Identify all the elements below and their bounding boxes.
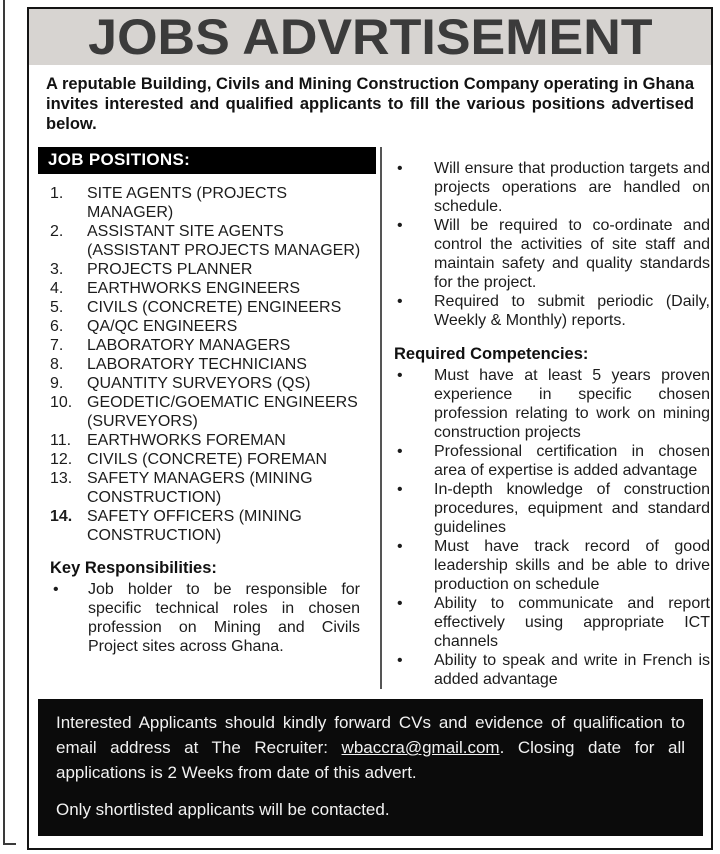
left-column [38,147,376,689]
shortlist-notice: Only shortlisted applicants will be contacted. [56,800,390,820]
position-number: 2. [50,223,64,241]
position-title: SAFETY MANAGERS (MINING CONSTRUCTION) [87,470,313,507]
position-item [38,222,376,260]
bullet-text: Must have at least 5 years proven experience in specific chosen profession relating to work on mining construction projects [434,367,710,442]
bullet-text: Required to submit periodic (Daily, Weekly & Monthly) reports. [434,293,710,330]
position-item [38,355,376,374]
bullet-text: Ability to speak and write in French is added advantage [434,652,710,689]
position-item [38,279,376,298]
position-number: 5. [50,299,64,317]
bullet-marker: • [397,217,403,235]
position-title: EARTHWORKS FOREMAN [87,432,286,450]
position-number: 11. [50,432,72,450]
newspaper-column-rule-foot [3,843,16,845]
instructions-after-email: . Closing date for all applications is 2 Weeks from date of this advert. [56,738,685,782]
position-title: QA/QC ENGINEERS [87,318,238,336]
key-responsibilities-section [50,559,376,656]
intro-paragraph: A reputable Building, Civils and Mining Construction Company operating in Ghana invites interested and qualified applicants to fill the various positions advertised below. [46,75,694,134]
two-column-body [38,147,710,689]
position-item [38,469,376,507]
bullet-marker: • [397,443,403,461]
advert-border-box [27,7,713,850]
position-title: SAFETY OFFICERS (MINING CONSTRUCTION) [87,508,302,545]
position-title: ASSISTANT SITE AGENTS (ASSISTANT PROJECTS MANAGER) [87,223,361,260]
position-title: EARTHWORKS ENGINEERS [87,280,301,298]
position-item [38,317,376,336]
position-number: 13. [50,470,73,488]
bullet-item [394,594,710,651]
position-title: PROJECTS PLANNER [87,261,253,279]
position-title: SITE AGENTS (PROJECTS MANAGER) [87,185,288,222]
bullet-item [394,292,710,330]
bullet-text: Job holder to be responsible for specific technical roles in chosen profession on Mining and Civils Project sites across Ghana. [88,581,360,656]
position-number: 7. [50,337,64,355]
bullet-text: Must have track record of good leadership skills and be able to drive production on schedule [434,538,710,594]
bullet-marker: • [397,160,403,178]
position-item [38,260,376,279]
bullet-item [394,216,710,292]
position-item [38,336,376,355]
required-competencies-heading: Required Competencies: [394,345,589,364]
position-item [38,298,376,317]
key-responsibilities-heading: Key Responsibilities: [50,559,217,578]
position-item [38,431,376,450]
bullet-marker: • [53,581,59,599]
newspaper-column-rule [3,0,5,845]
position-number: 4. [50,280,64,298]
position-number: 12. [50,451,73,469]
bullet-marker: • [397,293,403,311]
position-number: 9. [50,375,64,393]
bullet-text: In-depth knowledge of construction procedures, equipment and standard guidelines [434,481,710,537]
bullet-item [394,442,710,480]
position-title: GEODETIC/GOEMATIC ENGINEERS (SURVEYORS) [87,394,358,431]
bullet-marker: • [397,367,403,385]
position-number: 14. [50,508,73,526]
bullet-item [394,480,710,537]
bullet-marker: • [397,595,403,613]
advert-title: JOBS ADVRTISEMENT [87,9,653,65]
application-instructions-paragraph [56,711,685,785]
bullet-item [394,537,710,594]
bullet-text: Will be required to co-ordinate and control the activities of site staff and maintain safety and quality standards for the project. [434,217,710,292]
job-positions-list [38,184,376,545]
position-item [38,450,376,469]
bullet-item [50,580,376,656]
bullet-marker: • [397,652,403,670]
bullet-marker: • [397,538,403,556]
recruiter-email-link[interactable]: wbaccra@gmail.com [341,738,500,758]
position-number: 1. [50,185,64,203]
position-item [38,393,376,431]
position-number: 8. [50,356,64,374]
position-title: CIVILS (CONCRETE) FOREMAN [87,451,328,469]
position-number: 3. [50,261,64,279]
right-column [380,147,712,689]
position-number: 6. [50,318,64,336]
bullet-item [394,366,710,442]
position-item [38,374,376,393]
bullet-text: Professional certification in chosen area of expertise is added advantage [434,443,710,480]
position-title: LABORATORY TECHNICIANS [87,356,307,374]
position-item [38,507,376,545]
bullet-text: Ability to communicate and report effectively using appropriate ICT channels [434,595,710,651]
bullet-item [394,159,710,216]
application-instructions-box [38,699,703,836]
job-positions-header-bar: JOB POSITIONS: [38,147,376,174]
bullet-item [394,651,710,689]
instructions-before-email: Interested Applicants should kindly forward CVs and evidence of qualification to email address at The Recruiter: [56,713,685,758]
position-number: 10. [50,394,73,412]
bullet-text: Will ensure that production targets and projects operations are handled on schedule. [434,160,710,216]
position-title: LABORATORY MANAGERS [87,337,291,355]
advert-masthead [29,9,711,65]
position-title: QUANTITY SURVEYORS (QS) [87,375,311,393]
position-item [38,184,376,222]
position-title: CIVILS (CONCRETE) ENGINEERS [87,299,342,317]
bullet-marker: • [397,481,403,499]
